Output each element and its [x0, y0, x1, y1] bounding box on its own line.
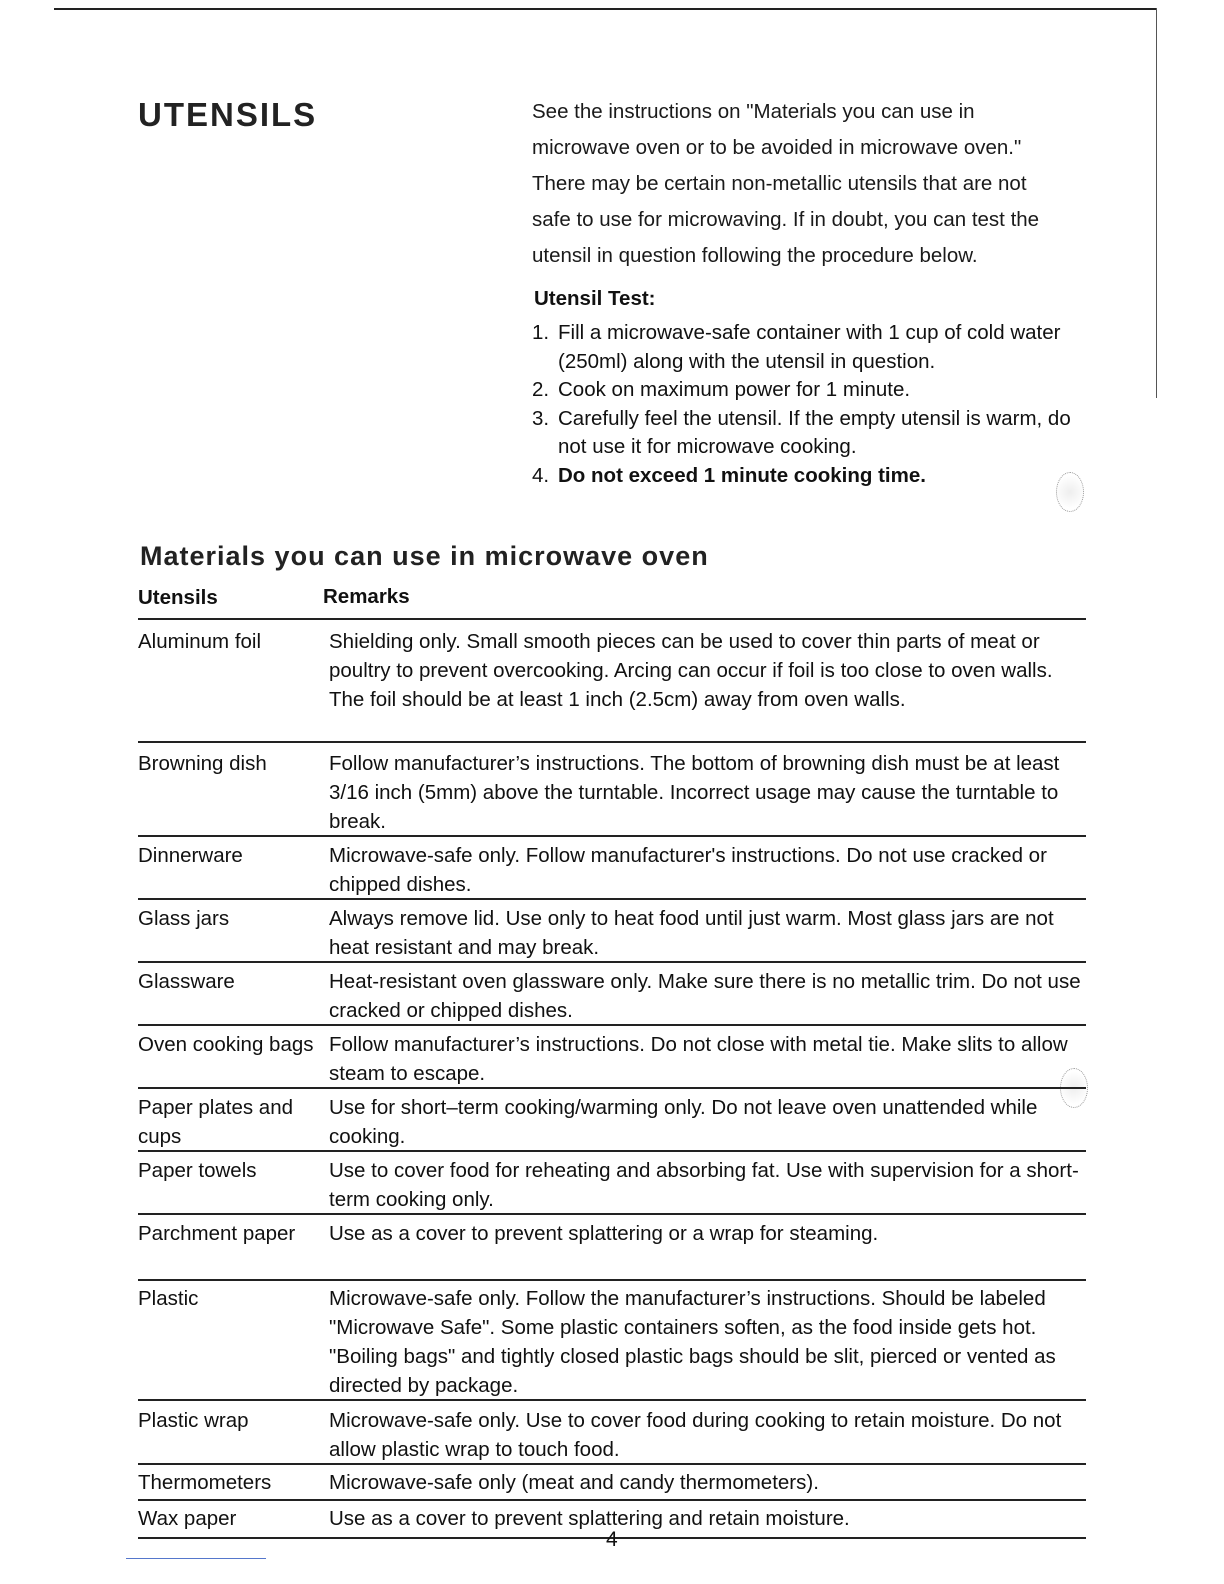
step-number: 1.	[532, 321, 550, 344]
step-text: Carefully feel the utensil. If the empty utensil is warm, do not use it for microwave cooking.	[558, 406, 1071, 458]
table-row	[138, 743, 1086, 837]
table-row	[138, 1401, 1086, 1465]
remark-cell: Use as a cover to prevent splattering or a wrap for steaming.	[329, 1222, 879, 1245]
test-step	[532, 376, 1092, 405]
top-rule	[54, 8, 1156, 10]
utensil-cell: Thermometers	[138, 1471, 272, 1494]
table-header	[138, 583, 1086, 620]
step-text: Fill a microwave-safe container with 1 cup of cold water (250ml) along with the utensil in question.	[558, 321, 1061, 373]
materials-table	[138, 583, 1086, 1539]
utensil-cell: Paper plates and cups	[138, 1096, 294, 1148]
right-margin-rule	[1156, 8, 1157, 398]
utensil-cell: Plastic wrap	[138, 1409, 249, 1432]
column-header-remarks: Remarks	[323, 585, 410, 608]
remark-cell: Use for short–term cooking/warming only. Do not leave oven unattended while cooking.	[329, 1096, 1038, 1148]
materials-title: Materials you can use in microwave oven	[140, 541, 709, 571]
utensil-cell: Aluminum foil	[138, 630, 262, 653]
table-row	[138, 620, 1086, 743]
page-number: 4	[606, 1528, 618, 1551]
bottom-rule	[126, 1558, 266, 1559]
test-step	[532, 405, 1092, 462]
test-step	[532, 319, 1092, 376]
remark-cell: Microwave-safe only. Follow the manufacturer’s instructions. Should be labeled "Microwave Safe". Some plastic containers soften, as the food inside gets hot. "Boiling bags" and tightly closed plastic bags should be slit, pierced or vented as directed by package.	[329, 1287, 1056, 1397]
table-row	[138, 1465, 1086, 1501]
table-row	[138, 1089, 1086, 1152]
remark-cell: Microwave-safe only (meat and candy thermometers).	[329, 1471, 819, 1494]
step-text: Do not exceed 1 minute cooking time.	[558, 463, 926, 487]
test-step-warning	[532, 462, 1092, 491]
remark-cell: Follow manufacturer’s instructions. The bottom of browning dish must be at least 3/16 inch (5mm) above the turntable. Incorrect usage may cause the turntable to break.	[329, 752, 1060, 833]
step-number: 4.	[532, 463, 550, 487]
table-row	[138, 1281, 1086, 1401]
table-row	[138, 837, 1086, 900]
utensil-cell: Glassware	[138, 970, 235, 993]
table-row	[138, 963, 1086, 1026]
utensil-cell: Glass jars	[138, 907, 230, 930]
utensil-cell: Paper towels	[138, 1159, 257, 1182]
table-row	[138, 1026, 1086, 1089]
utensil-cell: Oven cooking bags	[138, 1033, 314, 1056]
utensil-cell: Plastic	[138, 1287, 199, 1310]
remark-cell: Always remove lid. Use only to heat food until just warm. Most glass jars are not heat resistant and may break.	[329, 907, 1054, 959]
intro-paragraph	[532, 94, 1112, 274]
table-row	[138, 1215, 1086, 1281]
intro-line: See the instructions on "Materials you can use in	[532, 100, 975, 123]
step-text: Cook on maximum power for 1 minute.	[558, 378, 911, 401]
remark-cell: Use to cover food for reheating and absorbing fat. Use with supervision for a short-term cooking only.	[329, 1159, 1079, 1211]
column-header-utensils: Utensils	[138, 586, 218, 609]
table-row	[138, 1152, 1086, 1215]
punch-hole-mark	[1056, 472, 1084, 512]
utensil-cell: Dinnerware	[138, 844, 243, 867]
step-number: 3.	[532, 406, 550, 430]
remark-cell: Microwave-safe only. Use to cover food during cooking to retain moisture. Do not allow plastic wrap to touch food.	[329, 1409, 1062, 1461]
step-number: 2.	[532, 378, 550, 401]
table-row	[138, 900, 1086, 963]
utensil-cell: Wax paper	[138, 1507, 237, 1530]
section-title: UTENSILS	[138, 96, 318, 133]
remark-cell: Use as a cover to prevent splattering and retain moisture.	[329, 1507, 850, 1530]
utensil-cell: Parchment paper	[138, 1222, 296, 1245]
utensil-test-steps	[532, 319, 1092, 490]
intro-line: safe to use for microwaving. If in doubt, you can test the	[532, 208, 1040, 231]
utensil-test-heading: Utensil Test:	[534, 287, 656, 310]
intro-line: microwave oven or to be avoided in microwave oven."	[532, 136, 1022, 159]
intro-line: There may be certain non-metallic utensils that are not	[532, 172, 1027, 195]
remark-cell: Follow manufacturer’s instructions. Do not close with metal tie. Make slits to allow steam to escape.	[329, 1033, 1068, 1085]
remark-cell: Shielding only. Small smooth pieces can be used to cover thin parts of meat or poultry to prevent overcooking. Arcing can occur if foil is too close to oven walls. The foil should be at least 1 inch (2.5cm) away from oven walls.	[329, 630, 1053, 711]
remark-cell: Heat-resistant oven glassware only. Make sure there is no metallic trim. Do not use cracked or chipped dishes.	[329, 970, 1081, 1022]
intro-line: utensil in question following the procedure below.	[532, 244, 978, 267]
utensil-cell: Browning dish	[138, 752, 267, 775]
remark-cell: Microwave-safe only. Follow manufacturer's instructions. Do not use cracked or chipped dishes.	[329, 844, 1047, 896]
